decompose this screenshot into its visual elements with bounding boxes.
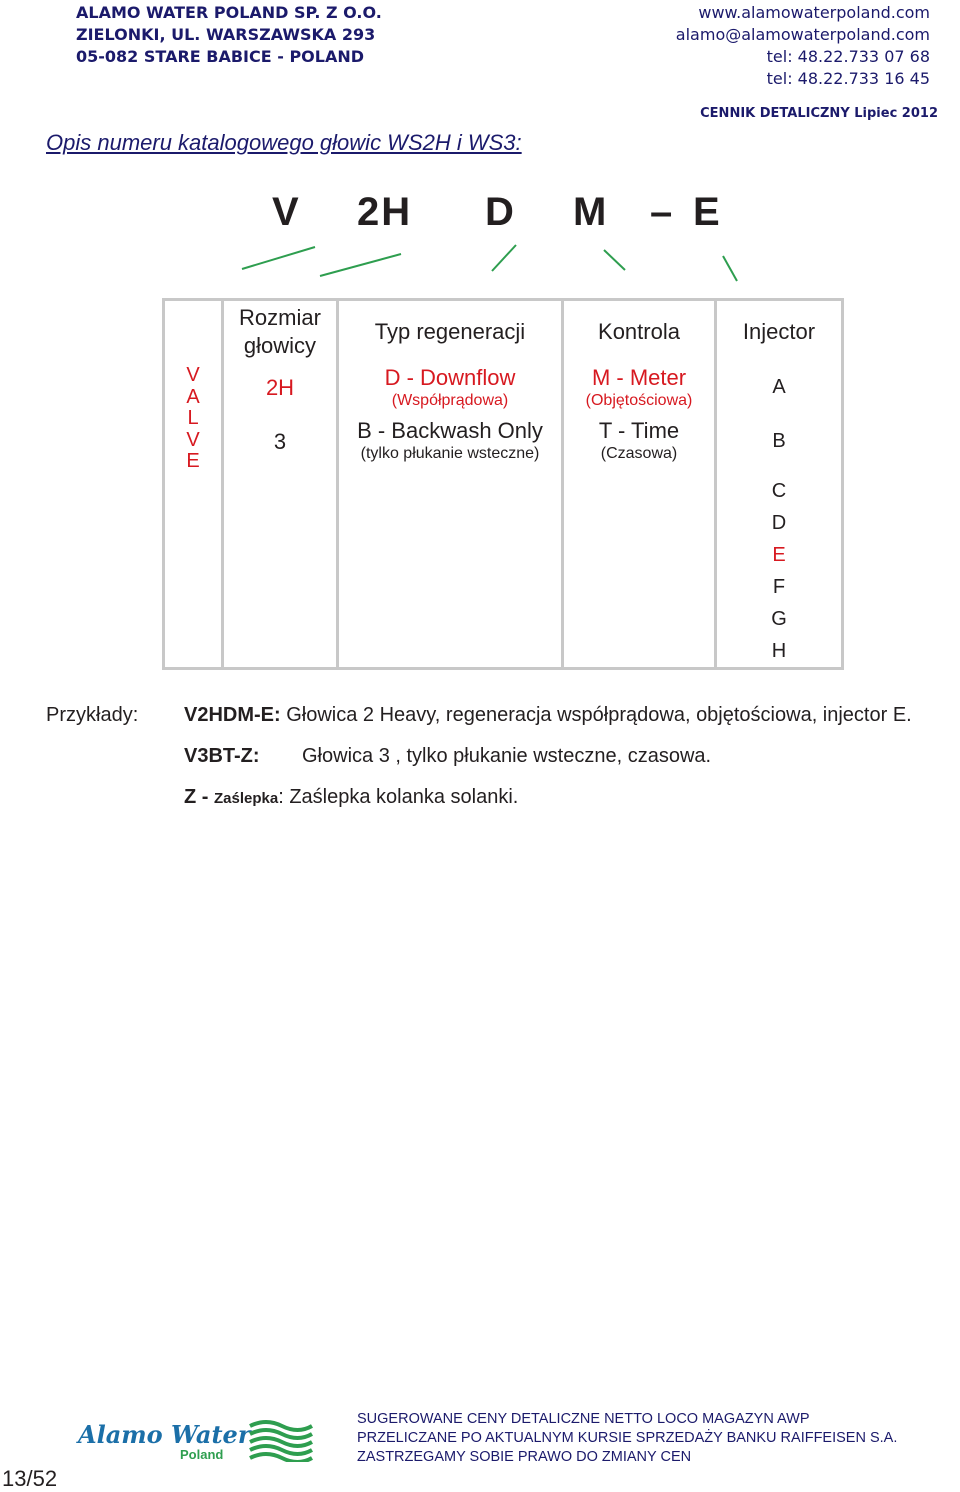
regen-header: Typ regeneracji bbox=[338, 300, 563, 362]
valve-letter: V bbox=[186, 428, 200, 451]
example-3 bbox=[184, 786, 518, 809]
valve-letter: L bbox=[187, 407, 199, 429]
injector-f: F bbox=[772, 576, 786, 598]
example-3-small: Zaślepka bbox=[214, 790, 279, 807]
example-1-code: V2HDM-E: bbox=[184, 704, 281, 726]
regen-backwash-desc: (tylko płukanie wsteczne) bbox=[360, 445, 540, 462]
example-1-text: Głowica 2 Heavy, regeneracja współprądowa, objętościowa, injector E. bbox=[280, 704, 912, 726]
code-part-control: M bbox=[573, 190, 609, 234]
company-contact bbox=[676, 2, 930, 90]
injector-h: H bbox=[771, 640, 787, 662]
example-3-code: Z - bbox=[184, 786, 214, 808]
injector-a: A bbox=[772, 376, 786, 398]
code-part-dash: – bbox=[650, 190, 675, 234]
company-logo bbox=[78, 1416, 318, 1466]
connector-line-regen bbox=[492, 245, 516, 271]
company-address bbox=[76, 2, 382, 68]
company-name: ALAMO WATER POLAND SP. Z O.O. bbox=[76, 3, 382, 22]
code-part-injector: E bbox=[693, 190, 722, 234]
valve-letter: A bbox=[186, 385, 200, 408]
connector-lines bbox=[0, 240, 960, 290]
injector-b: B bbox=[772, 430, 786, 452]
footer-line-2: PRZELICZANE PO AKTUALNYM KURSIE SPRZEDAŻY BANKU RAIFFEISEN S.A. bbox=[357, 1430, 898, 1446]
size-3: 3 bbox=[273, 429, 287, 454]
valve-column bbox=[164, 300, 223, 362]
example-2-text: Głowica 3 , tylko płukanie wsteczne, czasowa. bbox=[302, 745, 712, 767]
connector-line-injector bbox=[723, 256, 737, 281]
logo-wave-icon bbox=[248, 1416, 314, 1462]
logo-text: Alamo Water bbox=[78, 1420, 251, 1449]
injector-g: G bbox=[771, 608, 787, 630]
footer-line-1: SUGEROWANE CENY DETALICZNE NETTO LOCO MAGAZYN AWP bbox=[357, 1411, 810, 1427]
valve-letter: E bbox=[186, 450, 200, 472]
size-header bbox=[223, 300, 338, 362]
code-part-v: V bbox=[272, 190, 301, 234]
injector-header: Injector bbox=[716, 300, 843, 362]
size-options bbox=[223, 361, 338, 669]
control-time: T - Time bbox=[598, 418, 680, 443]
regen-options bbox=[338, 361, 563, 669]
examples-label: Przykłady: bbox=[46, 704, 139, 726]
example-1 bbox=[184, 704, 912, 727]
regen-downflow-desc: (Współprądowa) bbox=[391, 392, 509, 409]
page-number: 13/52 bbox=[2, 1466, 58, 1491]
control-meter-desc: (Objętościowa) bbox=[585, 392, 693, 409]
injector-e: E bbox=[772, 544, 786, 566]
website-link[interactable]: www.alamowaterpoland.com bbox=[698, 3, 930, 22]
control-time-desc: (Czasowa) bbox=[600, 445, 678, 462]
control-options bbox=[563, 361, 716, 669]
page-title: Opis numeru katalogowego głowic WS2H i WS3: bbox=[46, 130, 522, 155]
injector-d: D bbox=[771, 512, 787, 534]
regen-backwash: B - Backwash Only bbox=[357, 418, 543, 443]
regen-downflow: D - Downflow bbox=[384, 365, 516, 390]
example-3-text: : Zaślepka kolanka solanki. bbox=[278, 786, 519, 808]
code-part-regen: D bbox=[485, 190, 516, 234]
example-2-code: V3BT-Z: bbox=[184, 745, 260, 767]
control-header: Kontrola bbox=[563, 300, 716, 362]
control-meter: M - Meter bbox=[591, 365, 687, 390]
footer-line-3: ZASTRZEGAMY SOBIE PRAWO DO ZMIANY CEN bbox=[357, 1449, 692, 1465]
size-header-line2: głowicy bbox=[243, 333, 317, 358]
code-part-size: 2H bbox=[357, 190, 413, 234]
connector-line-control bbox=[604, 250, 625, 270]
connector-line-v bbox=[242, 247, 315, 269]
company-street: ZIELONKI, UL. WARSZAWSKA 293 bbox=[76, 25, 376, 44]
email-link[interactable]: alamo@alamowaterpoland.com bbox=[675, 25, 930, 44]
company-city: 05-082 STARE BABICE - POLAND bbox=[76, 47, 365, 66]
footer-disclaimer bbox=[357, 1410, 897, 1467]
injector-c: C bbox=[771, 480, 787, 502]
connector-line-size bbox=[320, 254, 401, 276]
injector-options bbox=[716, 361, 843, 669]
logo-subtext: Poland bbox=[180, 1447, 224, 1462]
size-2h: 2H bbox=[265, 375, 295, 400]
phone-1: tel: 48.22.733 07 68 bbox=[766, 47, 930, 66]
price-list-label: CENNIK DETALICZNY Lipiec 2012 bbox=[700, 106, 938, 121]
phone-2: tel: 48.22.733 16 45 bbox=[766, 69, 930, 88]
catalog-spec-table bbox=[162, 298, 844, 670]
size-header-line1: Rozmiar bbox=[239, 305, 321, 330]
valve-letter: V bbox=[186, 364, 200, 386]
